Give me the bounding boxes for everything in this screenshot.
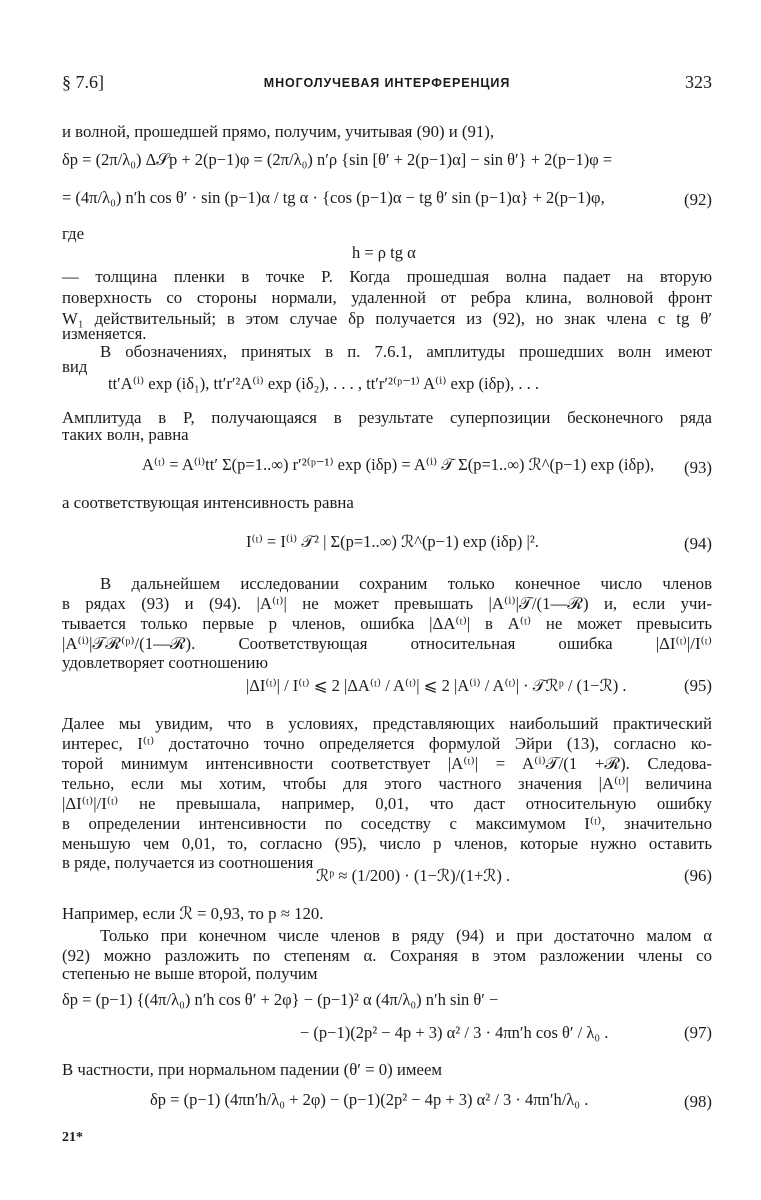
equation-number-98: (98) xyxy=(684,1092,712,1111)
text-line: Амплитуда в P, получающаяся в результате суперпозиции бесконечного ряда xyxy=(62,408,712,427)
text-line: поверхность со стороны нормали, удаленной от ребра клина, волновой фронт xyxy=(62,288,712,307)
equation-97-line-1: δp = (p−1) {(4π/λ₀) n′h cos θ′ + 2φ} − (p−1)² α (4π/λ₀) n′h sin θ′ − xyxy=(62,990,499,1009)
text-line: торой минимум интенсивности соответствует |A⁽ᵗ⁾| = A⁽ⁱ⁾𝒯/(1 +ℛ). Следова- xyxy=(62,754,712,773)
equation-92-line-1: δp = (2π/λ₀) Δ𝒮p + 2(p−1)φ = (2π/λ₀) n′ρ {sin [θ′ + 2(p−1)α] − sin θ′} + 2(p−1)φ = xyxy=(62,150,613,169)
equation-92-line-2: = (4π/λ₀) n′h cos θ′ · sin (p−1)α / tg α · {cos (p−1)α − tg θ′ sin (p−1)α} + 2(p−1)φ, xyxy=(62,188,605,207)
text-line: тывается только первые p членов, ошибка |ΔA⁽ᵗ⁾| в A⁽ᵗ⁾ не может превысить xyxy=(62,614,712,633)
equation-number-97: (97) xyxy=(684,1023,712,1042)
equation-94: I⁽ᵗ⁾ = I⁽ⁱ⁾ 𝒯² | Σ(p=1..∞) ℛ^(p−1) exp (iδp) |². xyxy=(246,532,539,551)
text-line: где xyxy=(62,224,85,243)
running-header xyxy=(62,72,712,98)
equation-h: h = ρ tg α xyxy=(352,243,416,262)
text-line: — толщина пленки в точке P. Когда прошедшая волна падает на вторую xyxy=(62,267,712,286)
equation-number-93: (93) xyxy=(684,458,712,477)
equation-number-92: (92) xyxy=(684,190,712,209)
printer-signature: 21* xyxy=(62,1130,83,1145)
text-line: в определении интенсивности по соседству с максимумом I⁽ᵗ⁾, значительно xyxy=(62,814,712,833)
text-line: |ΔI⁽ᵗ⁾|/I⁽ᵗ⁾ не превышала, например, 0,01, что даст относительную ошибку xyxy=(62,794,712,813)
text-line: Далее мы увидим, что в условиях, представляющих наибольший практический xyxy=(62,714,712,733)
equation-95: |ΔI⁽ᵗ⁾| / I⁽ᵗ⁾ ⩽ 2 |ΔA⁽ᵗ⁾ / A⁽ᵗ⁾| ⩽ 2 |A⁽ⁱ⁾ / A⁽ᵗ⁾| · 𝒯ℛᵖ / (1−ℛ) . xyxy=(246,676,627,695)
equation-98: δp = (p−1) (4πn′h/λ₀ + 2φ) − (p−1)(2p² − 4p + 3) α² / 3 · 4πn′h/λ₀ . xyxy=(150,1090,589,1109)
text-line: таких волн, равна xyxy=(62,425,189,444)
page-number: 323 xyxy=(685,72,712,92)
text-line: Только при конечном числе членов в ряду (94) и при достаточно малом α xyxy=(100,926,712,945)
text-line: изменяется. xyxy=(62,324,147,343)
section-reference: § 7.6] xyxy=(62,72,104,92)
equation-number-94: (94) xyxy=(684,534,712,553)
text-line: (92) можно разложить по степеням α. Сохраняя в этом разложении члены со xyxy=(62,946,712,965)
text-line: удовлетворяет соотношению xyxy=(62,653,268,672)
text-line: в ряде, получается из соотношения xyxy=(62,853,314,872)
equation-93: A⁽ᵗ⁾ = A⁽ⁱ⁾tt′ Σ(p=1..∞) r′²⁽ᵖ⁻¹⁾ exp (iδp) = A⁽ⁱ⁾ 𝒯 Σ(p=1..∞) ℛ^(p−1) exp (iδp), xyxy=(142,455,655,474)
equation-96: ℛᵖ ≈ (1/200) · (1−ℛ)/(1+ℛ) . xyxy=(316,866,511,885)
equation-number-96: (96) xyxy=(684,866,712,885)
text-line: Например, если ℛ = 0,93, то p ≈ 120. xyxy=(62,904,324,923)
equation-97-line-2: − (p−1)(2p² − 4p + 3) α² / 3 · 4πn′h cos θ′ / λ₀ . xyxy=(300,1023,609,1042)
equation-number-95: (95) xyxy=(684,676,712,695)
text-line: В дальнейшем исследовании сохраним только конечное число членов xyxy=(100,574,712,593)
text-line: интерес, I⁽ᵗ⁾ достаточно точно определяется формулой Эйри (13), согласно ко- xyxy=(62,734,712,753)
text-line: меньшую чем 0,01, то, согласно (95), число p членов, которые нужно оставить xyxy=(62,834,712,853)
text-line: тельно, если мы хотим, чтобы для этого частного значения |A⁽ᵗ⁾| величина xyxy=(62,774,712,793)
equation-amplitudes: tt′A⁽ⁱ⁾ exp (iδ₁), tt′r′²A⁽ⁱ⁾ exp (iδ₂), . . . , tt′r′²⁽ᵖ⁻¹⁾ A⁽ⁱ⁾ exp (iδp), . . . xyxy=(108,374,539,393)
text-line: а соответствующая интенсивность равна xyxy=(62,493,354,512)
text-line: вид xyxy=(62,357,88,376)
text-line: степенью не выше второй, получим xyxy=(62,964,318,983)
text-line: и волной, прошедшей прямо, получим, учитывая (90) и (91), xyxy=(62,122,495,141)
running-title: МНОГОЛУЧЕВАЯ ИНТЕРФЕРЕНЦИЯ xyxy=(263,76,511,90)
text-line: W₁ действительный; в этом случае δp получается из (92), но знак члена с tg θ′ xyxy=(62,309,712,328)
text-line: В обозначениях, принятых в п. 7.6.1, амплитуды прошедших волн имеют xyxy=(100,342,712,361)
text-line: В частности, при нормальном падении (θ′ = 0) имеем xyxy=(62,1060,443,1079)
text-line: |A⁽ⁱ⁾|𝒯ℛ⁽ᵖ⁾/(1—ℛ). Соответствующая относительная ошибка |ΔI⁽ᵗ⁾|/I⁽ᵗ⁾ xyxy=(62,634,712,653)
text-line: в рядах (93) и (94). |A⁽ᵗ⁾| не может превышать |A⁽ⁱ⁾|𝒯/(1—ℛ) и, если учи- xyxy=(62,594,712,613)
